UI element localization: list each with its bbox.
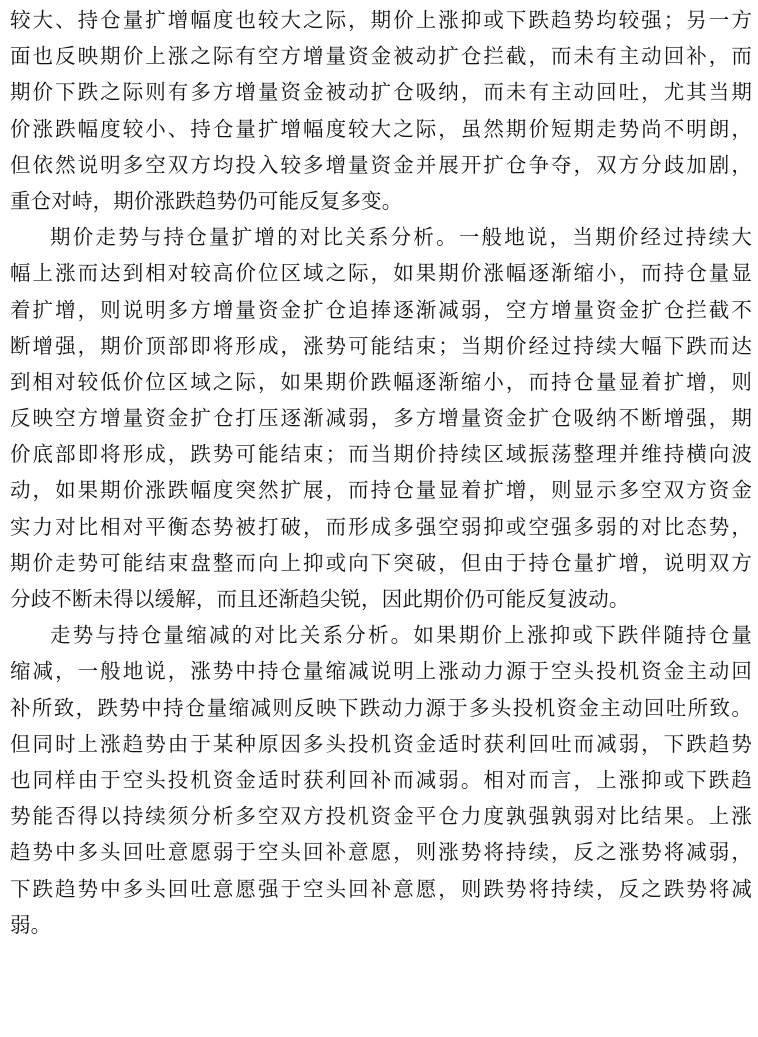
text-line: 补所致，跌势中持仓量缩减则反映下跌动力源于多头投机资金主动回吐所致。 bbox=[10, 695, 752, 720]
text-line: 着扩增，则说明多方增量资金扩仓追捧逐渐减弱，空方增量资金扩仓拦截不 bbox=[10, 297, 752, 322]
text-line: 但依然说明多空双方均投入较多增量资金并展开扩仓争夺，双方分歧加剧， bbox=[10, 152, 752, 177]
text-line: 重仓对峙，期价涨跌趋势仍可能反复多变。 bbox=[10, 188, 403, 213]
text-line: 期价走势可能结束盘整而向上抑或向下突破，但由于持仓量扩增，说明双方 bbox=[10, 550, 752, 575]
paragraph-2 bbox=[10, 219, 752, 617]
text-line: 也同样由于空头投机资金适时获利回补而减弱。相对而言，上涨抑或下跌趋 bbox=[10, 767, 752, 792]
text-line: 但同时上涨趋势由于某种原因多头投机资金适时获利回吐而减弱，下跌趋势 bbox=[10, 731, 752, 756]
text-line: 缩减，一般地说，涨势中持仓量缩减说明上涨动力源于空头投机资金主动回 bbox=[10, 659, 752, 684]
paragraph-3 bbox=[10, 617, 752, 943]
text-line: 下跌趋势中多头回吐意愿强于空头回补意愿，则跌势将持续，反之跌势将减 bbox=[10, 876, 752, 901]
text-line: 分歧不断未得以缓解，而且还渐趋尖锐，因此期价仍可能反复波动。 bbox=[10, 587, 630, 611]
text-line: 走势与持仓量缩减的对比关系分析。如果期价上涨抑或下跌伴随持仓量 bbox=[50, 623, 752, 648]
text-line: 到相对较低价位区域之际，如果期价跌幅逐渐缩小，而持仓量显着扩增，则 bbox=[10, 369, 752, 394]
paragraph-1 bbox=[10, 2, 752, 219]
text-line: 期价走势与持仓量扩增的对比关系分析。一般地说，当期价经过持续大 bbox=[50, 225, 752, 250]
text-line: 较大、持仓量扩增幅度也较大之际，期价上涨抑或下跌趋势均较强；另一方 bbox=[10, 8, 752, 32]
document-page bbox=[10, 2, 752, 943]
text-line: 势能否得以持续须分析多空双方投机资金平仓力度孰强孰弱对比结果。上涨 bbox=[10, 804, 752, 829]
text-line: 面也反映期价上涨之际有空方增量资金被动扩仓拦截，而未有主动回补，而 bbox=[10, 44, 752, 69]
text-line: 断增强，期价顶部即将形成，涨势可能结束；当期价经过持续大幅下跌而达 bbox=[10, 333, 752, 358]
text-line: 期价下跌之际则有多方增量资金被动扩仓吸纳，而未有主动回吐，尤其当期 bbox=[10, 80, 752, 105]
text-line: 价底部即将形成，跌势可能结束；而当期价持续区域振荡整理并维持横向波 bbox=[10, 442, 752, 467]
text-line: 实力对比相对平衡态势被打破，而形成多强空弱抑或空强多弱的对比态势， bbox=[10, 514, 752, 539]
text-line: 幅上涨而达到相对较高价位区域之际，如果期价涨幅逐渐缩小，而持仓量显 bbox=[10, 261, 752, 286]
text-line: 动，如果期价涨跌幅度突然扩展，而持仓量显着扩增，则显示多空双方资金 bbox=[10, 478, 752, 503]
text-line: 趋势中多头回吐意愿弱于空头回补意愿，则涨势将持续，反之涨势将减弱， bbox=[10, 840, 752, 865]
text-line: 弱。 bbox=[10, 912, 52, 937]
text-line: 价涨跌幅度较小、持仓量扩增幅度较大之际，虽然期价短期走势尚不明朗， bbox=[10, 116, 752, 141]
text-line: 反映空方增量资金扩仓打压逐渐减弱，多方增量资金扩仓吸纳不断增强，期 bbox=[10, 406, 752, 431]
